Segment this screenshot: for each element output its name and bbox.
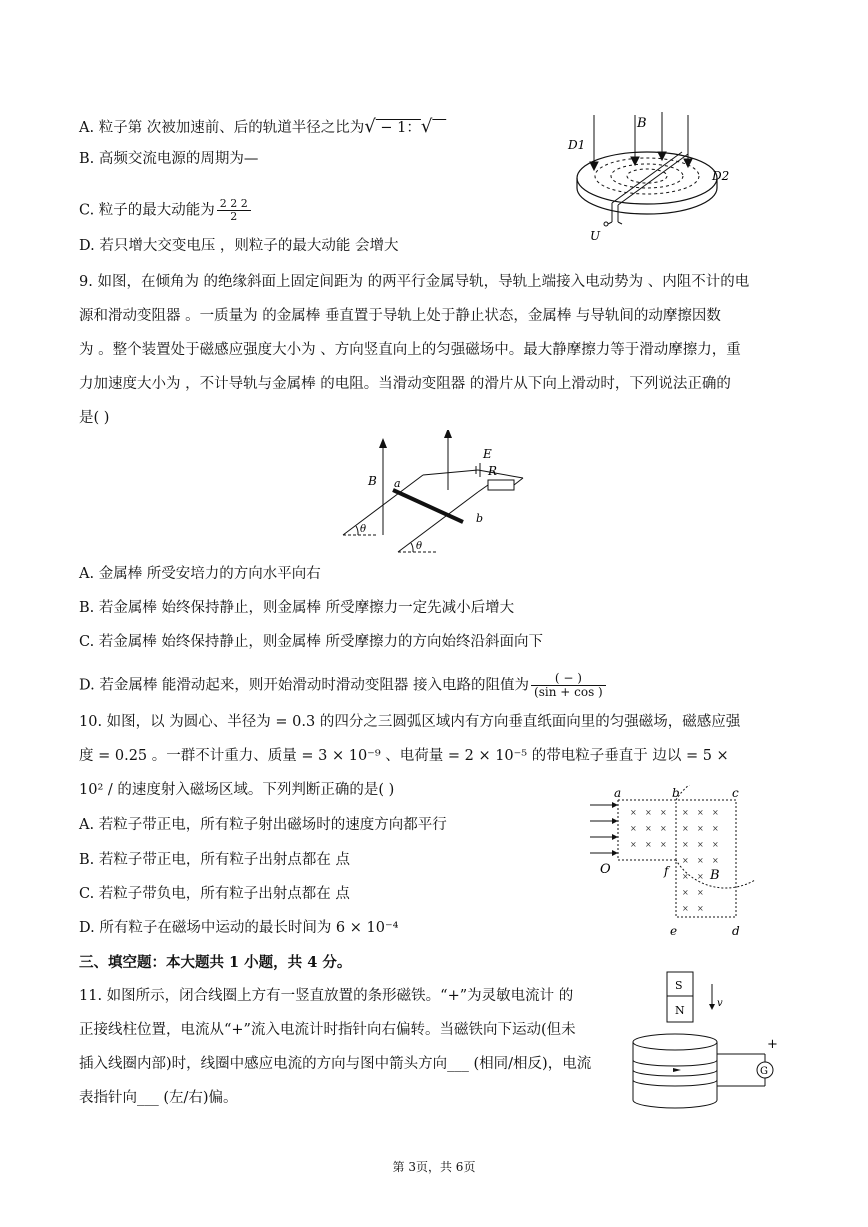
svg-text:×: × bbox=[712, 824, 719, 833]
svg-text:×: × bbox=[645, 808, 652, 817]
svg-text:×: × bbox=[660, 840, 667, 849]
svg-text:×: × bbox=[660, 808, 667, 817]
svg-text:×: × bbox=[697, 840, 704, 849]
q9-stem-line1: 9. 如图，在倾角为 的绝缘斜面上固定间距为 的两平行金属导轨，导轨上端接入电动势为 、内阻不计的电 bbox=[79, 274, 750, 290]
svg-text:×: × bbox=[630, 824, 637, 833]
fig-label-o: O bbox=[600, 862, 611, 877]
q10-stem-line1: 10. 如图，以 为圆心、半径为 = 0.3 的四分之三圆弧区域内有方向垂直纸面向里的匀强磁场，磁感应强 bbox=[79, 714, 741, 730]
fig-label-a: a bbox=[614, 786, 622, 800]
svg-text:×: × bbox=[645, 840, 652, 849]
q9-option-d bbox=[79, 672, 606, 699]
q11-stem-line2: 正接线柱位置，电流从“+”流入电流计时指针向右偏转。当磁铁向下运动(但未 bbox=[79, 1022, 576, 1038]
q10-option-d: D. 所有粒子在磁场中运动的最长时间为 6 × 10⁻⁴ bbox=[79, 920, 399, 936]
q9-option-d-text: D. 若金属棒 能滑动起来，则开始滑动时滑动变阻器 接入电路的阻值为 bbox=[79, 677, 530, 694]
sqrt-sign: √ bbox=[420, 116, 433, 137]
q9-option-b: B. 若金属棒 始终保持静止，则金属棒 所受摩擦力一定先减小后增大 bbox=[79, 600, 515, 616]
fig-label-d: d bbox=[732, 924, 740, 938]
fig-label-field-b: B bbox=[710, 868, 720, 883]
q9-stem-line3: 为 。整个装置处于磁感应强度大小为 、方向竖直向上的匀强磁场中。最大静摩擦力等于滑动摩擦力，重 bbox=[79, 342, 741, 358]
magnet-pole-s: S bbox=[675, 979, 683, 992]
q10-stem-line3: 10² / 的速度射入磁场区域。下列判断正确的是( ) bbox=[79, 782, 395, 798]
fig-label-b: b bbox=[672, 786, 680, 800]
q8-option-b-frac: — bbox=[243, 151, 259, 167]
q10-option-a: A. 若粒子带正电，所有粒子射出磁场时的速度方向都平行 bbox=[79, 817, 447, 833]
svg-text:×: × bbox=[712, 856, 719, 865]
fig-label-r: R bbox=[488, 464, 498, 478]
fig-label-u: U bbox=[590, 229, 601, 243]
fig-label-d2: D2 bbox=[712, 169, 730, 183]
q8-option-a bbox=[79, 116, 446, 138]
svg-text:×: × bbox=[697, 872, 704, 881]
fig-label-plus: + bbox=[767, 1037, 778, 1052]
svg-text:×: × bbox=[645, 824, 652, 833]
section-heading-fill-in: 三、填空题：本大题共 1 小题，共 4 分。 bbox=[79, 954, 352, 971]
fig-label-v: v bbox=[717, 998, 723, 1009]
frac-denominator: (sin + cos ) bbox=[534, 685, 603, 700]
fig-label-c: c bbox=[732, 786, 739, 800]
fig-label-b: B bbox=[368, 474, 377, 488]
frac-numerator: 2 2 2 bbox=[217, 198, 251, 211]
svg-text:×: × bbox=[682, 840, 689, 849]
svg-text:×: × bbox=[697, 824, 704, 833]
q9-stem-line5: 是( ) bbox=[79, 410, 110, 426]
q8-option-c bbox=[79, 198, 251, 223]
q10-option-b: B. 若粒子带正电，所有粒子出射点都在 点 bbox=[79, 852, 350, 868]
fig-label-e: E bbox=[483, 447, 492, 461]
fig-label-a: a bbox=[394, 477, 401, 490]
svg-text:×: × bbox=[682, 808, 689, 817]
svg-text:×: × bbox=[630, 840, 637, 849]
q8-option-d: D. 若只增大交变电压 ，则粒子的最大动能 会增大 bbox=[79, 238, 399, 254]
q9-option-a: A. 金属棒 所受安培力的方向水平向右 bbox=[79, 566, 321, 582]
q10-stem-line2: 度 = 0.25 。一群不计重力、质量 = 3 × 10⁻⁹ 、电荷量 = 2 × 10⁻⁵ 的带电粒子垂直于 边以 = 5 × bbox=[79, 748, 729, 764]
svg-text:×: × bbox=[712, 808, 719, 817]
q8-option-a-text: A. 粒子第 次被加速前、后的轨道半径之比为 bbox=[79, 120, 365, 136]
frac-numerator: ( − ) bbox=[531, 672, 606, 686]
q11-coil-figure bbox=[625, 962, 785, 1112]
fig-label-f: f bbox=[664, 864, 669, 878]
q11-stem-line3: 插入线圈内部)时，线圈中感应电流的方向与图中箭头方向___ (相同/相反)，电流 bbox=[79, 1056, 592, 1072]
q10-option-c: C. 若粒子带负电，所有粒子出射点都在 点 bbox=[79, 886, 350, 902]
q9-stem-line4: 力加速度大小为 ，不计导轨与金属棒 的电阻。当滑动变阻器 的滑片从下向上滑动时，下列说法正确的 bbox=[79, 376, 731, 392]
svg-text:×: × bbox=[682, 856, 689, 865]
q8-cyclotron-figure bbox=[562, 110, 742, 245]
q9-option-d-fraction bbox=[531, 672, 606, 699]
svg-text:×: × bbox=[697, 888, 704, 897]
svg-text:×: × bbox=[660, 824, 667, 833]
q9-stem-line2: 源和滑动变阻器 。一质量为 的金属棒 垂直置于导轨上处于静止状态，金属棒 与导轨间的动摩擦因数 bbox=[79, 308, 721, 324]
fig-label-e: e bbox=[670, 924, 678, 938]
svg-text:×: × bbox=[682, 824, 689, 833]
fig-label-theta1: θ bbox=[360, 524, 367, 535]
svg-text:×: × bbox=[630, 808, 637, 817]
page-footer: 第 3页，共 6页 bbox=[392, 1160, 476, 1174]
svg-text:×: × bbox=[697, 856, 704, 865]
svg-text:×: × bbox=[682, 888, 689, 897]
q8-option-c-fraction bbox=[217, 198, 251, 223]
q9-option-c: C. 若金属棒 始终保持静止，则金属棒 所受摩擦力的方向始终沿斜面向下 bbox=[79, 634, 544, 650]
q8-option-a-radicand2 bbox=[432, 120, 446, 136]
q8-option-a-radicand: − 1： bbox=[375, 120, 421, 136]
q11-stem-line4: 表指针向___ (左/右)偏。 bbox=[79, 1090, 238, 1106]
fig-label-d1: D1 bbox=[568, 138, 586, 152]
q10-field-figure bbox=[590, 785, 755, 940]
svg-text:×: × bbox=[697, 904, 704, 913]
fig-label-b-end: b bbox=[476, 512, 484, 525]
q8-option-b bbox=[79, 151, 258, 168]
sqrt-sign: √ bbox=[364, 116, 376, 137]
svg-text:×: × bbox=[712, 840, 719, 849]
fig-label-b: B bbox=[637, 116, 647, 131]
q9-incline-figure bbox=[338, 430, 538, 555]
q8-option-c-text: C. 粒子的最大动能为 bbox=[79, 202, 215, 219]
galvanometer-g: G bbox=[760, 1066, 768, 1077]
svg-text:×: × bbox=[682, 872, 689, 881]
q11-stem-line1: 11. 如图所示，闭合线圈上方有一竖直放置的条形磁铁。“+”为灵敏电流计 的 bbox=[79, 988, 574, 1004]
fig-label-theta2: θ bbox=[416, 541, 423, 552]
frac-denominator: 2 bbox=[230, 210, 238, 224]
svg-text:×: × bbox=[697, 808, 704, 817]
magnet-pole-n: N bbox=[675, 1004, 685, 1017]
svg-text:×: × bbox=[682, 904, 689, 913]
q8-option-b-text: B. 高频交流电源的周期为 bbox=[79, 151, 244, 167]
